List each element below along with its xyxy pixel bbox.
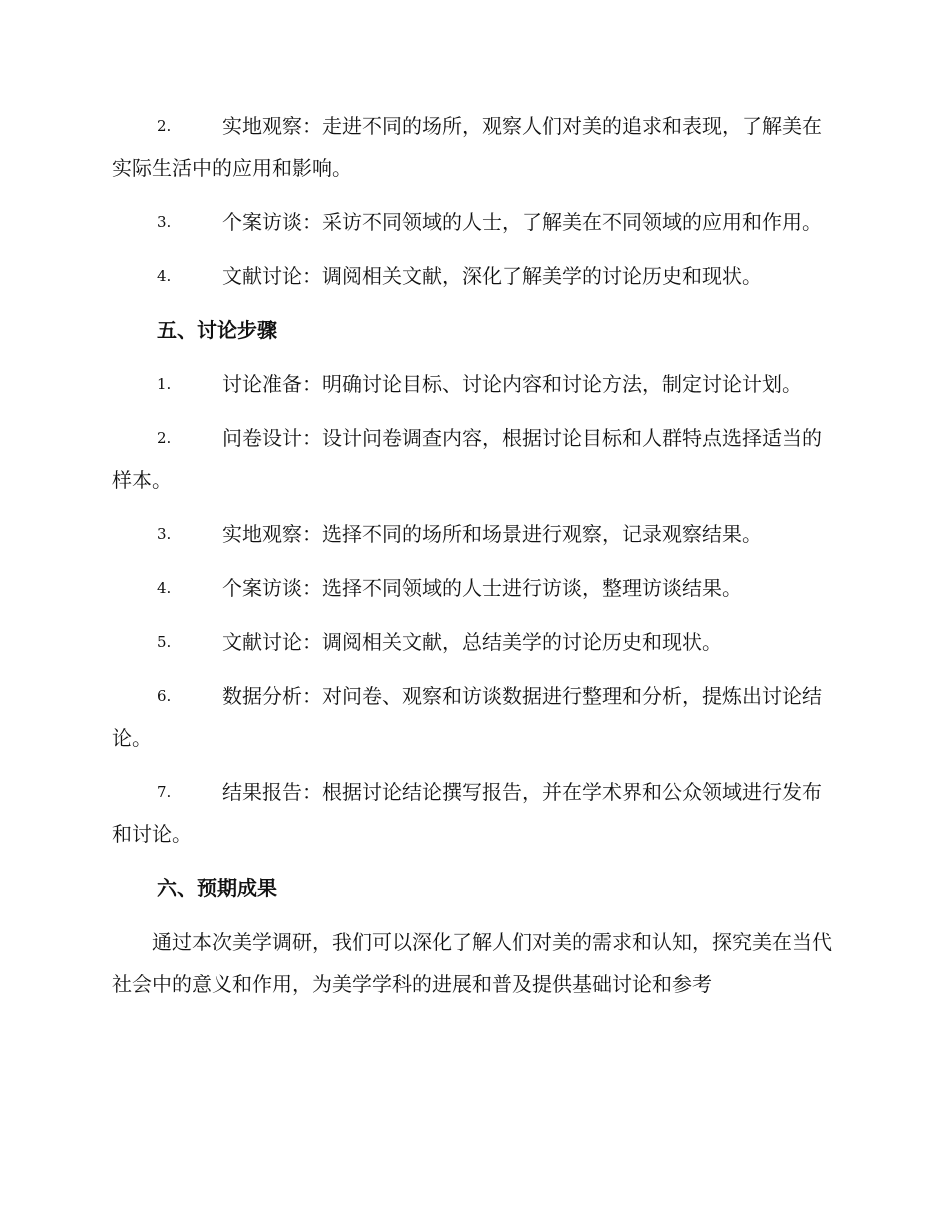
list-item: [112, 255, 834, 297]
list-text: 实地观察：选择不同的场所和场景进行观察，记录观察结果。: [222, 522, 762, 546]
list-number: 4.: [157, 579, 172, 597]
list-item: [112, 201, 834, 243]
list-number: 3.: [157, 213, 172, 231]
list-text: 文献讨论：调阅相关文献，深化了解美学的讨论历史和现状。: [222, 264, 762, 288]
list-number: 4.: [157, 267, 172, 285]
document-body: [112, 105, 834, 1005]
list-text: 问卷设计：设计问卷调查内容，根据讨论目标和人群特点选择适当的样本。: [112, 426, 822, 492]
list-number: 7.: [157, 783, 172, 801]
list-number: 3.: [157, 525, 172, 543]
list-item: [112, 105, 834, 189]
list-item: [112, 363, 834, 405]
list-text: 讨论准备：明确讨论目标、讨论内容和讨论方法，制定讨论计划。: [222, 372, 802, 396]
list-item: [112, 675, 834, 759]
list-item: [112, 771, 834, 855]
list-number: 2.: [157, 117, 172, 135]
list-text: 个案访谈：选择不同领域的人士进行访谈，整理访谈结果。: [222, 576, 742, 600]
list-text: 结果报告：根据讨论结论撰写报告，并在学术界和公众领域进行发布和讨论。: [112, 780, 822, 846]
list-text: 数据分析：对问卷、观察和访谈数据进行整理和分析，提炼出讨论结论。: [112, 684, 822, 750]
list-number: 2.: [157, 429, 172, 447]
outcome-paragraph: 通过本次美学调研，我们可以深化了解人们对美的需求和认知，探究美在当代社会中的意义和作用，为美学学科的进展和普及提供基础讨论和参考: [112, 930, 832, 996]
list-number: 6.: [157, 687, 172, 705]
list-item: [112, 417, 834, 501]
list-number: 5.: [157, 633, 172, 651]
list-text: 文献讨论：调阅相关文献，总结美学的讨论历史和现状。: [222, 630, 722, 654]
section-heading-steps: 五、讨论步骤: [157, 318, 277, 342]
list-text: 实地观察：走进不同的场所，观察人们对美的追求和表现，了解美在实际生活中的应用和影响。: [112, 114, 822, 180]
list-item: [112, 621, 834, 663]
section-heading-outcomes: 六、预期成果: [157, 876, 277, 900]
list-number: 1.: [157, 375, 172, 393]
list-item: [112, 513, 834, 555]
list-text: 个案访谈：采访不同领域的人士，了解美在不同领域的应用和作用。: [222, 210, 822, 234]
list-item: [112, 567, 834, 609]
